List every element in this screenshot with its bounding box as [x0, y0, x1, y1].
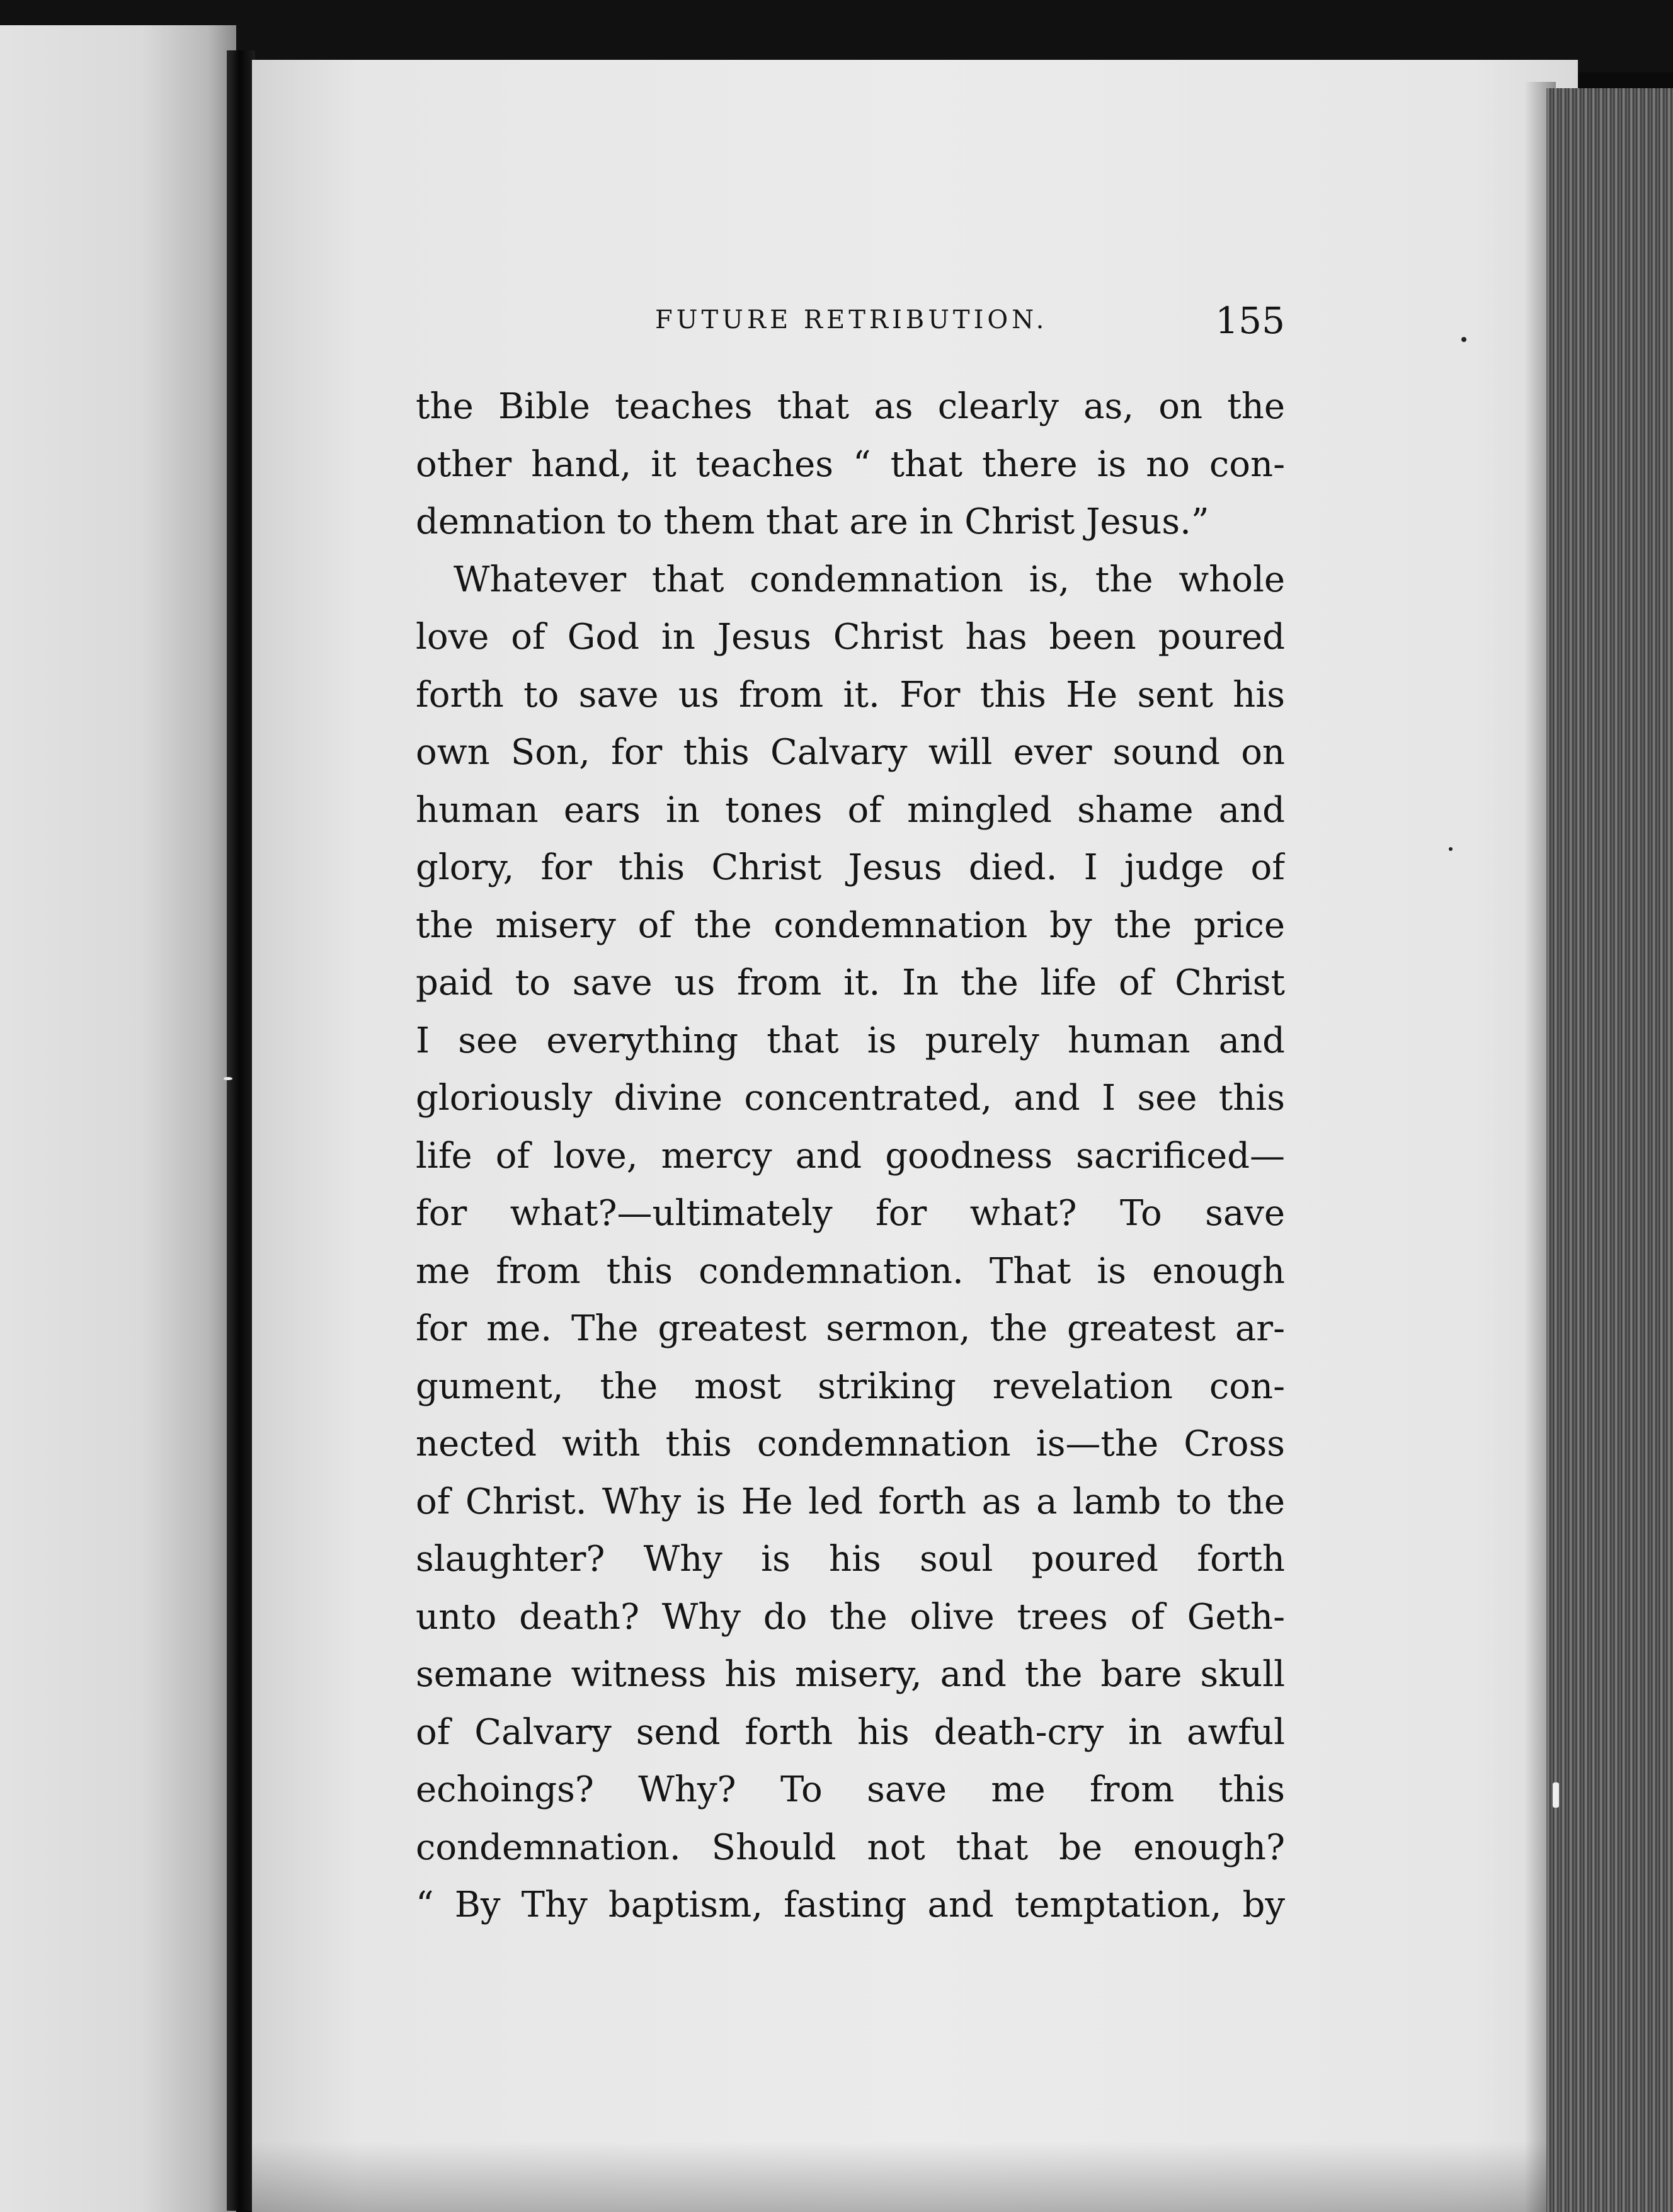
text-line: forth to save us from it. For this He sent his	[416, 674, 1285, 715]
page-bottom-shadow	[252, 2141, 1547, 2212]
text-line: the misery of the condemnation by the price	[416, 904, 1285, 946]
text-line: for what?—ultimately for what? To save	[416, 1193, 1285, 1234]
text-line: life of love, mercy and goodness sacrificed—	[416, 1135, 1285, 1177]
text-line: nected with this condemnation is—the Cross	[416, 1423, 1285, 1464]
page-edges-stack	[1546, 88, 1673, 2212]
text-line: for me. The greatest sermon, the greatest ar-	[416, 1308, 1285, 1349]
text-line: own Son, for this Calvary will ever sound on	[416, 732, 1285, 773]
text-line: glory, for this Christ Jesus died. I judge of	[416, 847, 1285, 888]
text-line: other hand, it teaches “ that there is no con-	[416, 443, 1285, 485]
text-line: I see everything that is purely human and	[416, 1020, 1285, 1061]
text-line: gument, the most striking revelation con-	[416, 1365, 1285, 1407]
book-gutter	[227, 50, 255, 2211]
text-line: condemnation. Should not that be enough?	[416, 1827, 1285, 1868]
scan-speck	[1449, 847, 1453, 851]
text-line: love of God in Jesus Christ has been poured	[416, 617, 1285, 658]
page-number: 155	[1215, 299, 1285, 342]
text-line: gloriously divine concentrated, and I see this	[416, 1078, 1285, 1119]
scan-speck	[1461, 337, 1466, 342]
text-line: paid to save us from it. In the life of Christ	[416, 962, 1285, 1003]
running-head-title: FUTURE RETRIBUTION.	[655, 305, 1048, 334]
scan-speck	[224, 1077, 232, 1080]
text-line: unto death? Why do the olive trees of Geth-	[416, 1596, 1285, 1638]
text-line: of Christ. Why is He led forth as a lamb to the	[416, 1481, 1285, 1522]
text-line: the Bible teaches that as clearly as, on the	[416, 386, 1285, 427]
text-line: Whatever that condemnation is, the whole	[454, 559, 1285, 600]
text-line: slaughter? Why is his soul poured forth	[416, 1539, 1285, 1580]
text-line: me from this condemnation. That is enough	[416, 1250, 1285, 1292]
facing-left-page	[0, 25, 236, 2212]
text-line: semane witness his misery, and the bare skull	[416, 1654, 1285, 1695]
text-line: of Calvary send forth his death-cry in awful	[416, 1711, 1285, 1753]
scan-speck	[1553, 1782, 1559, 1808]
running-head	[416, 299, 1285, 350]
text-line: echoings? Why? To save me from this	[416, 1769, 1285, 1810]
text-line: demnation to them that are in Christ Jesus.”	[416, 501, 1209, 542]
text-line: human ears in tones of mingled shame and	[416, 789, 1285, 831]
body-text	[416, 378, 1285, 1934]
text-line: “ By Thy baptism, fasting and temptation, by	[416, 1884, 1285, 1925]
